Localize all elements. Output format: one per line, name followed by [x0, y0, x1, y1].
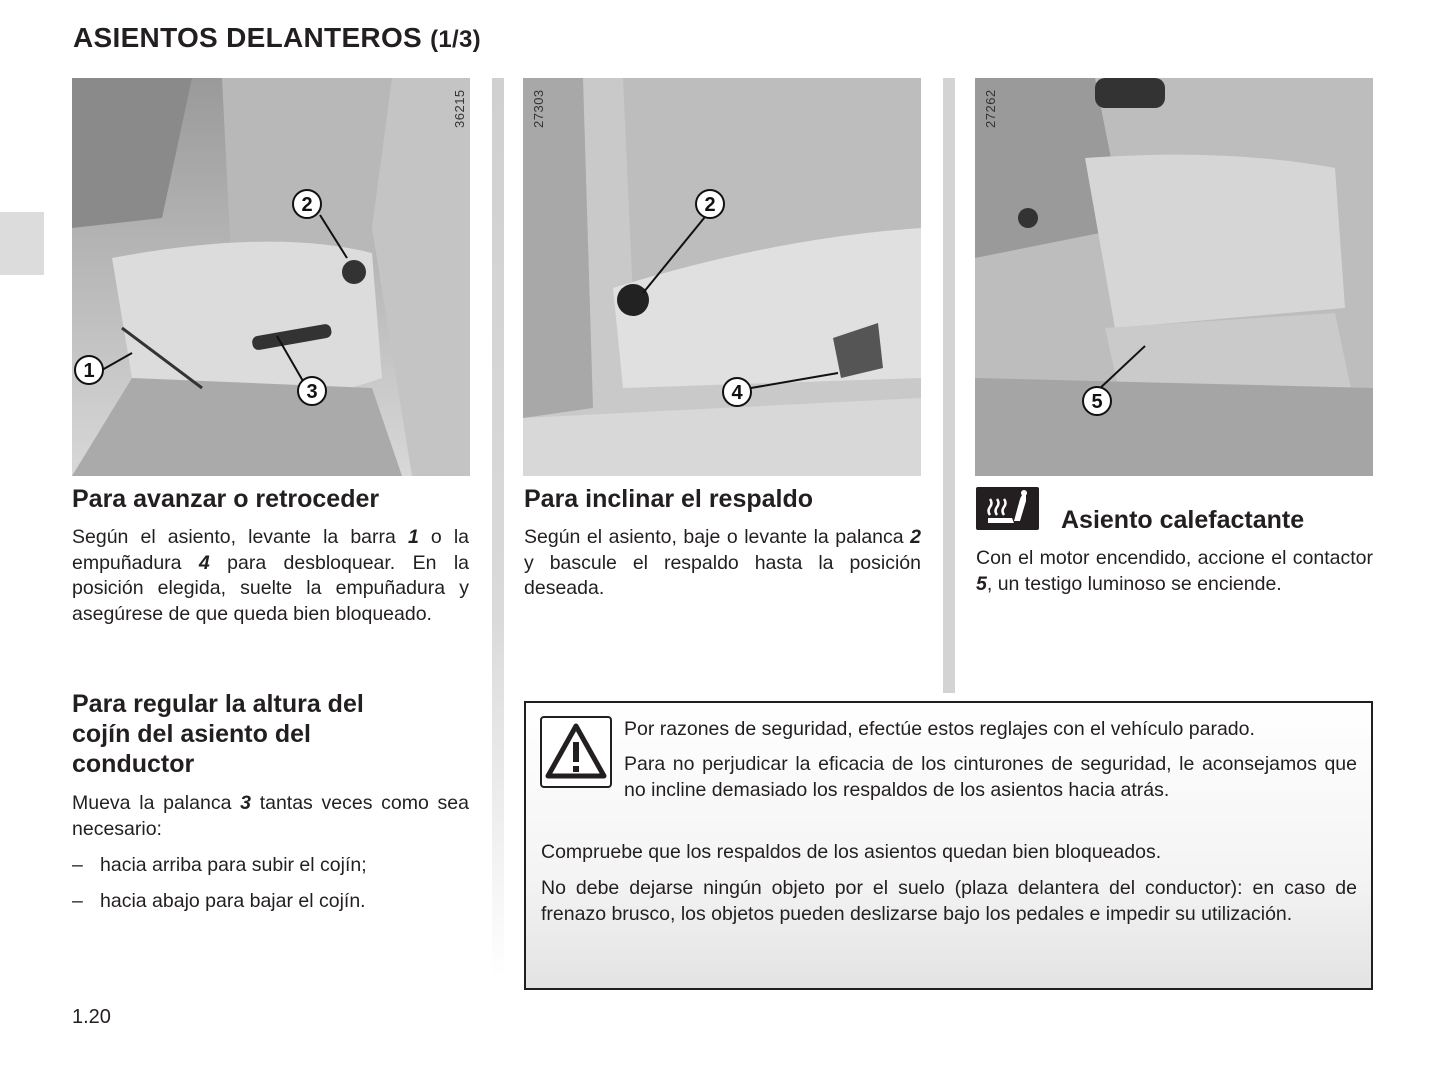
heading-recline: Para inclinar el respaldo	[524, 485, 814, 513]
paragraph-height: Mueva la palanca 3 tantas veces como sea necesario:	[72, 792, 469, 840]
warning-paragraph: Por razones de seguridad, efectúe estos reglajes con el vehículo parado.	[624, 718, 1255, 740]
callout-4	[723, 378, 751, 406]
warning-box	[524, 701, 1373, 990]
paragraph-forward: Según el asiento, levante la barra 1 o la empuñadura 4 para desbloquear. En la posición elegida, suelte la empuñadura y asegúrese de que queda bien bloqueado.	[72, 526, 470, 625]
callout-3	[298, 377, 326, 405]
svg-text:2: 2	[301, 194, 313, 216]
paragraph-heated: Con el motor encendido, accione el contactor 5, un testigo luminoso se enciende.	[976, 547, 1373, 595]
callout-2	[696, 190, 724, 218]
warning-triangle-icon	[540, 716, 612, 788]
page-number: 1.20	[72, 1006, 111, 1028]
warning-paragraph: Para no perjudicar la eficacia de los cinturones de seguridad, le aconsejamos que no incline demasiado los respaldos de los asientos hacia atrás.	[624, 753, 1357, 801]
seat-photo-forward	[72, 78, 470, 476]
warning-paragraph: Compruebe que los respaldos de los asientos quedan bien bloqueados.	[541, 841, 1162, 863]
heading-heated: Asiento calefactante	[1061, 506, 1305, 534]
section-tab-marker	[0, 212, 44, 275]
figure-ref-number: 27303	[531, 89, 546, 128]
list-item: – hacia arriba para subir el cojín;	[72, 854, 367, 876]
list-item: – hacia abajo para bajar el cojín.	[72, 890, 366, 912]
figure-ref-number: 27262	[983, 89, 998, 128]
figure-ref-number: 36215	[452, 89, 467, 128]
svg-text:2: 2	[704, 194, 716, 216]
page-title	[73, 22, 481, 54]
paragraph-recline: Según el asiento, baje o levante la palanca 2 y bascule el respaldo hasta la posición deseada.	[524, 526, 921, 599]
svg-text:5: 5	[1091, 391, 1103, 413]
heading-height: Para regular la altura del cojín del asiento del conductor	[72, 690, 364, 778]
page-title-text: ASIENTOS DELANTEROS	[73, 22, 423, 53]
heading-forward: Para avanzar o retroceder	[72, 485, 380, 513]
column-divider	[943, 78, 955, 693]
seat-photo-recline	[523, 78, 921, 476]
heated-seat-icon	[976, 487, 1039, 530]
page-title-part: (1/3)	[430, 26, 481, 53]
svg-text:1: 1	[83, 360, 95, 382]
callout-2	[293, 190, 321, 218]
seat-photo-heated	[975, 78, 1373, 476]
callout-5	[1083, 387, 1111, 415]
svg-text:4: 4	[731, 382, 743, 404]
column-divider	[492, 78, 504, 978]
warning-paragraph: No debe dejarse ningún objeto por el suelo (plaza delantera del conductor): en caso de frenazo brusco, los objetos pueden deslizarse bajo los pedales e impedir su utilización.	[541, 877, 1357, 925]
callout-1	[75, 356, 103, 384]
svg-text:3: 3	[306, 381, 318, 403]
